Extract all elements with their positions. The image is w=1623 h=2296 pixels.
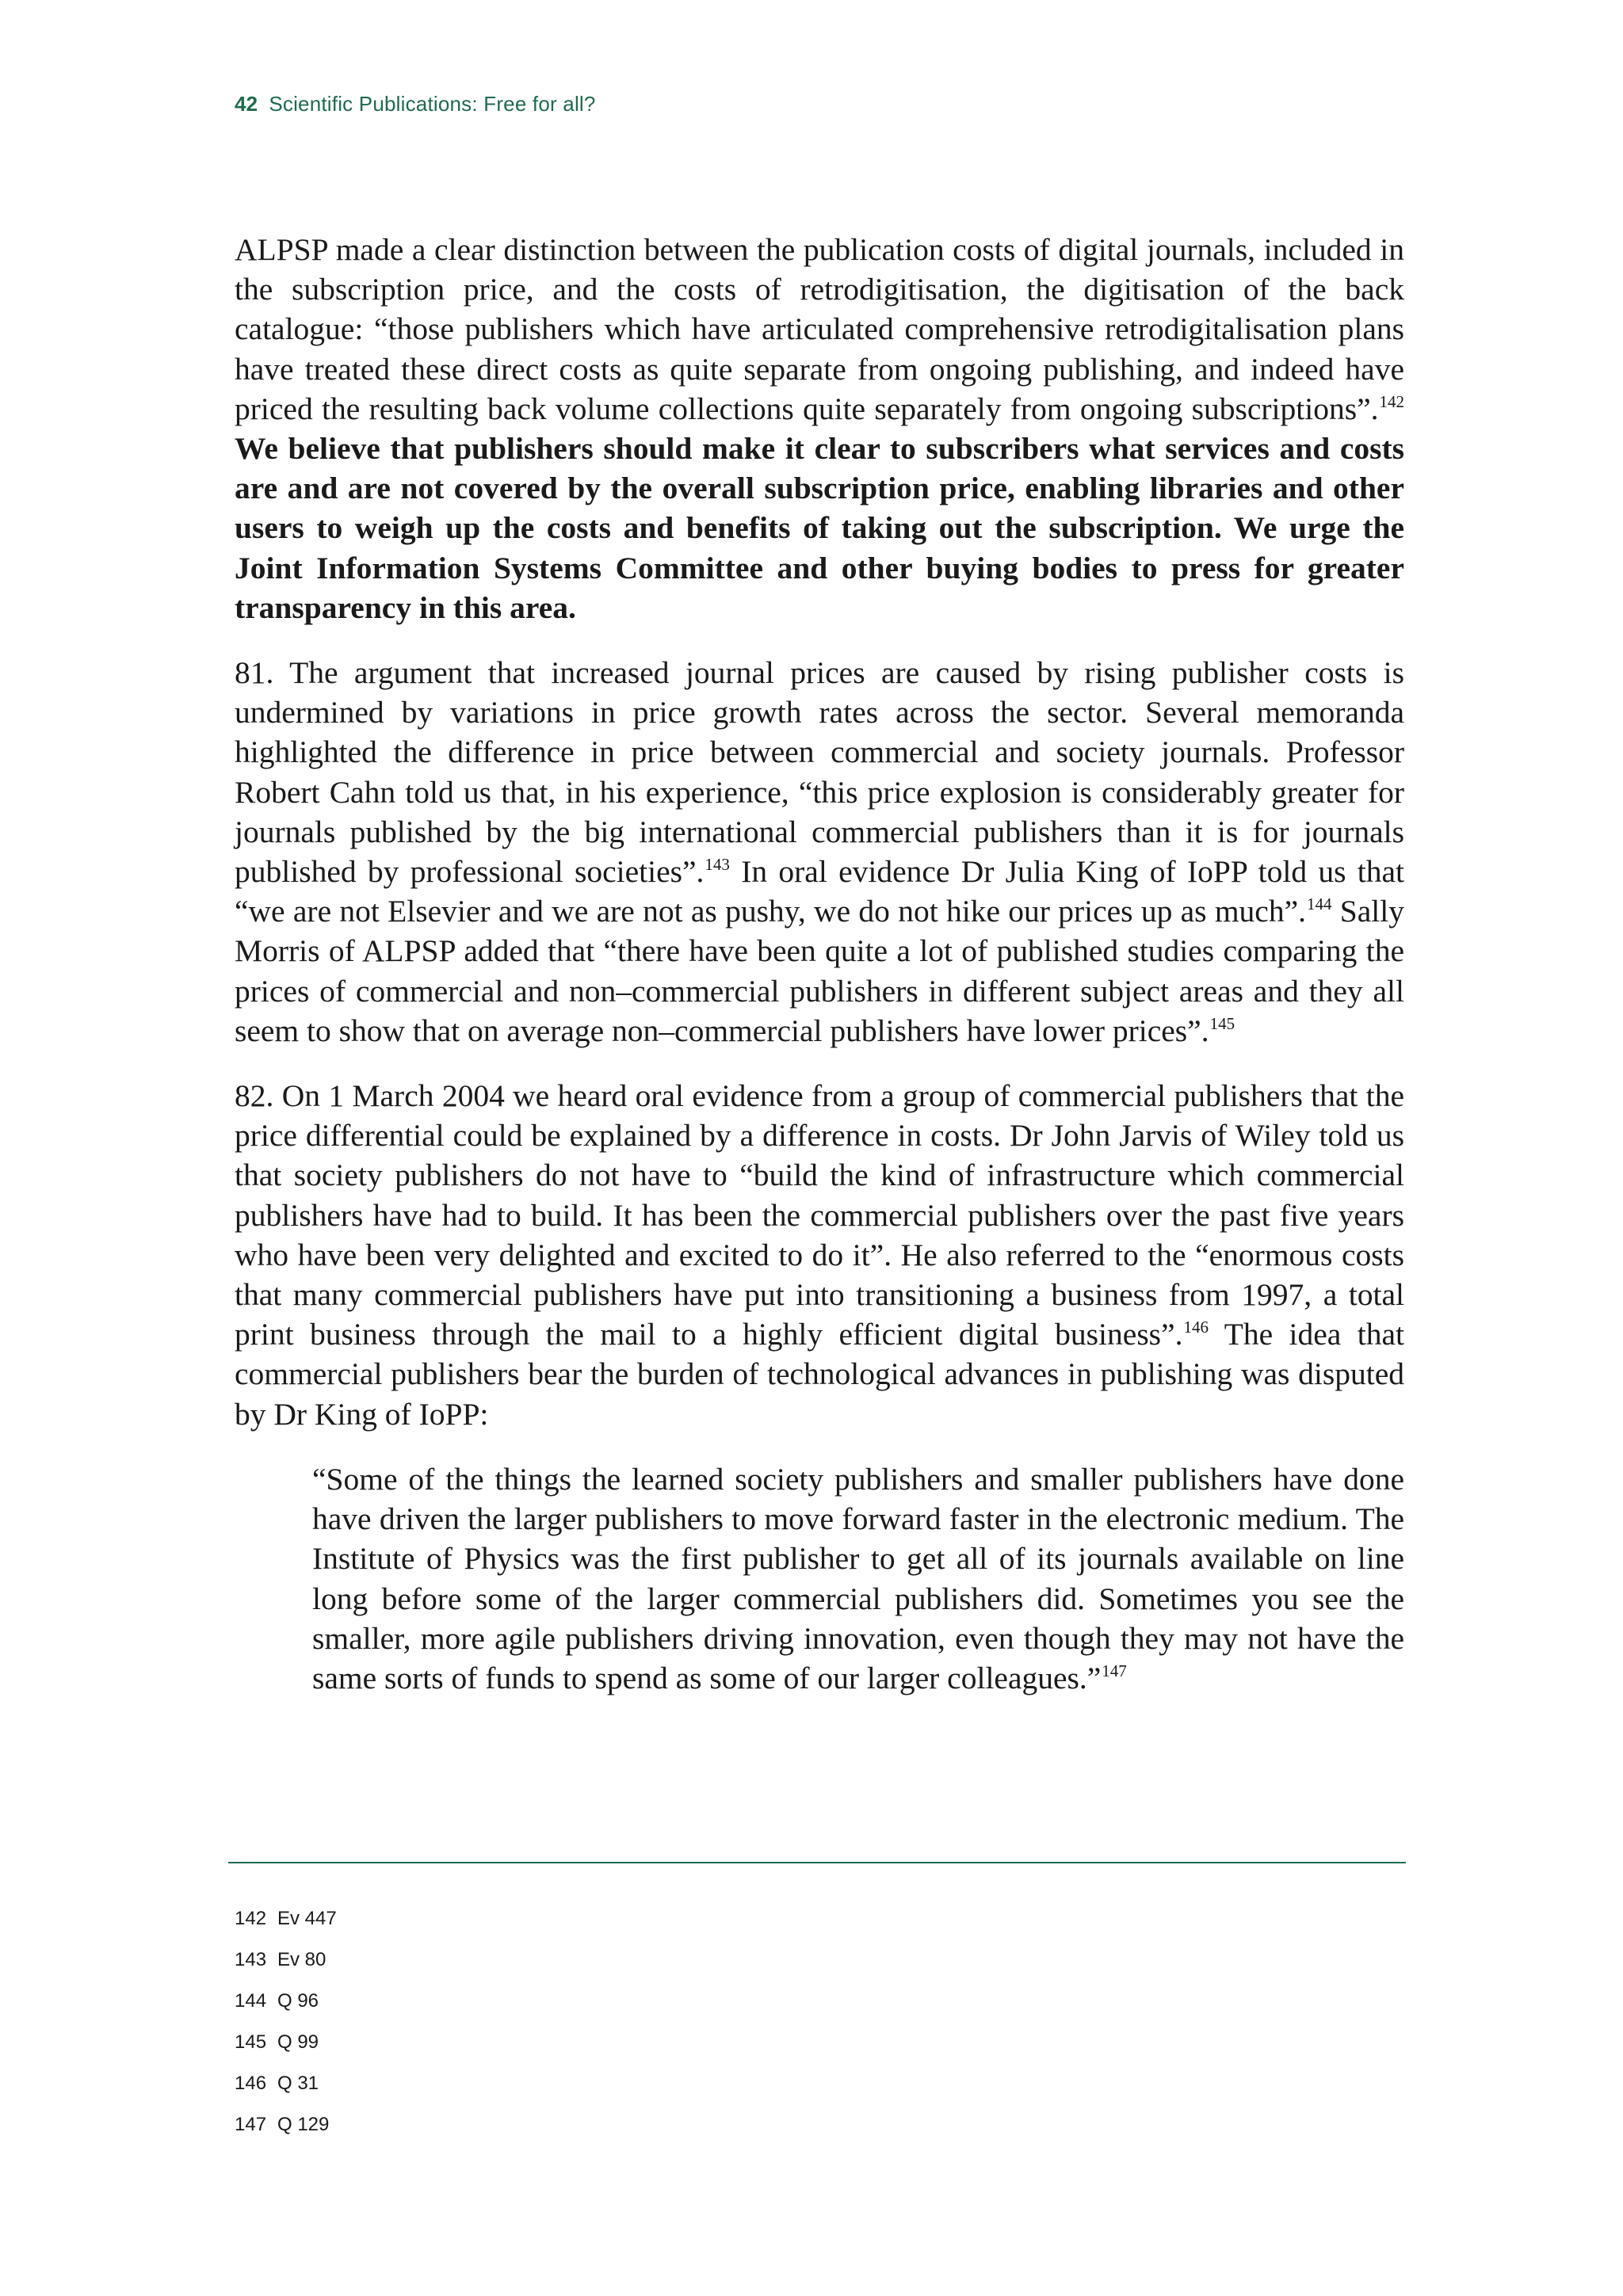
footnote-number: 142 xyxy=(235,1908,267,1929)
paragraph-alpsp-costs xyxy=(235,230,1404,627)
paragraph-text: 82. On 1 March 2004 we heard oral evidence from a group of commercial publishers that the price differential could be explained by a difference in costs. Dr John Jarvis of Wiley told us that society publishers do not have to “build the kind of infrastructure which commercial publishers have had to build. It has been the commercial publishers over the past five years who have been very delighted and excited to do it”. He also referred to the “enormous costs that many commercial publishers have put into transitioning a business from 1997, a total print business through the mail to a highly efficient digital business”. xyxy=(235,1078,1404,1352)
body-text xyxy=(235,230,1404,1698)
footnote-number: 146 xyxy=(235,2073,267,2094)
footnote-ref-146[interactable]: 146 xyxy=(1183,1318,1209,1337)
paragraph-text: In oral evidence Dr Julia King of IoPP told us that “we are not Elsevier and we are not as pushy, we do not hike our prices up as much”. xyxy=(235,854,1404,929)
footnote-ref-144[interactable]: 144 xyxy=(1307,894,1332,914)
page-number: 42 xyxy=(235,92,258,116)
paragraph-text: Sally Morris of ALPSP added that “there have been quite a lot of published studies comparing the prices of commercial and non–commercial publishers in different subject areas and they all seem to show that on average non–commercial publishers have lower prices”. xyxy=(235,894,1404,1048)
paragraph-text: 81. The argument that increased journal prices are caused by rising publisher costs is undermined by variations in price growth rates across the sector. Several memoranda highlighted the difference in price between commercial and society journals. Professor Robert Cahn told us that, in his experience, “this price explosion is considerably greater for journals published by the big international commercial publishers than it is for journals published by professional societies”. xyxy=(235,655,1404,890)
footnote-number: 145 xyxy=(235,2031,267,2053)
footnote-reference: Ev 447 xyxy=(277,1908,337,1929)
footnote-item xyxy=(235,1908,337,1949)
footnotes-list xyxy=(235,1908,337,2155)
block-quote xyxy=(312,1459,1404,1698)
footnote-number: 143 xyxy=(235,1949,267,1970)
paragraph-82 xyxy=(235,1076,1404,1434)
footnote-item xyxy=(235,1990,337,2031)
footnote-reference: Ev 80 xyxy=(277,1949,327,1970)
running-header xyxy=(235,92,596,116)
footnote-number: 147 xyxy=(235,2114,267,2135)
footnote-ref-145[interactable]: 145 xyxy=(1209,1013,1235,1033)
footnote-reference: Q 96 xyxy=(277,1990,319,2012)
footnote-reference: Q 129 xyxy=(277,2114,330,2135)
footnote-reference: Q 99 xyxy=(277,2031,319,2053)
footnote-item xyxy=(235,1949,337,1990)
footnote-reference: Q 31 xyxy=(277,2073,319,2094)
paragraph-text: The idea that commercial publishers bear the burden of technological advances in publishing was disputed by Dr King of IoPP: xyxy=(235,1317,1404,1432)
footnote-item xyxy=(235,2114,337,2155)
footnote-divider xyxy=(228,1862,1406,1863)
footnote-number: 144 xyxy=(235,1990,267,2012)
paragraph-text: ALPSP made a clear distinction between the publication costs of digital journals, included in the subscription price, and the costs of retrodigitisation, the digitisation of the back catalogue: “those publishers which have articulated comprehensive retrodigitalisation plans have treated these direct costs as quite separate from ongoing publishing, and indeed have priced the resulting back volume collections quite separately from ongoing subscriptions”. xyxy=(235,232,1404,426)
paragraph-81 xyxy=(235,653,1404,1051)
recommendation-bold-text: We believe that publishers should make it clear to subscribers what services and costs are and are not covered by the overall subscription price, enabling libraries and other users to weigh up the costs and benefits of taking out the subscription. We urge the Joint Information Systems Committee and other buying bodies to press for greater transparency in this area. xyxy=(235,431,1404,625)
footnote-item xyxy=(235,2031,337,2073)
footnote-ref-142[interactable]: 142 xyxy=(1379,391,1404,411)
quote-text: “Some of the things the learned society publishers and smaller publishers have done have driven the larger publishers to move forward faster in the electronic medium. The Institute of Physics was the first publisher to get all of its journals available on line long before some of the larger commercial publishers did. Sometimes you see the smaller, more agile publishers driving innovation, even though they may not have the same sorts of funds to spend as some of our larger colleagues.” xyxy=(312,1461,1404,1695)
footnote-item xyxy=(235,2073,337,2114)
footnote-ref-147[interactable]: 147 xyxy=(1102,1661,1127,1680)
document-title: Scientific Publications: Free for all? xyxy=(269,92,596,116)
footnote-ref-143[interactable]: 143 xyxy=(705,855,730,875)
